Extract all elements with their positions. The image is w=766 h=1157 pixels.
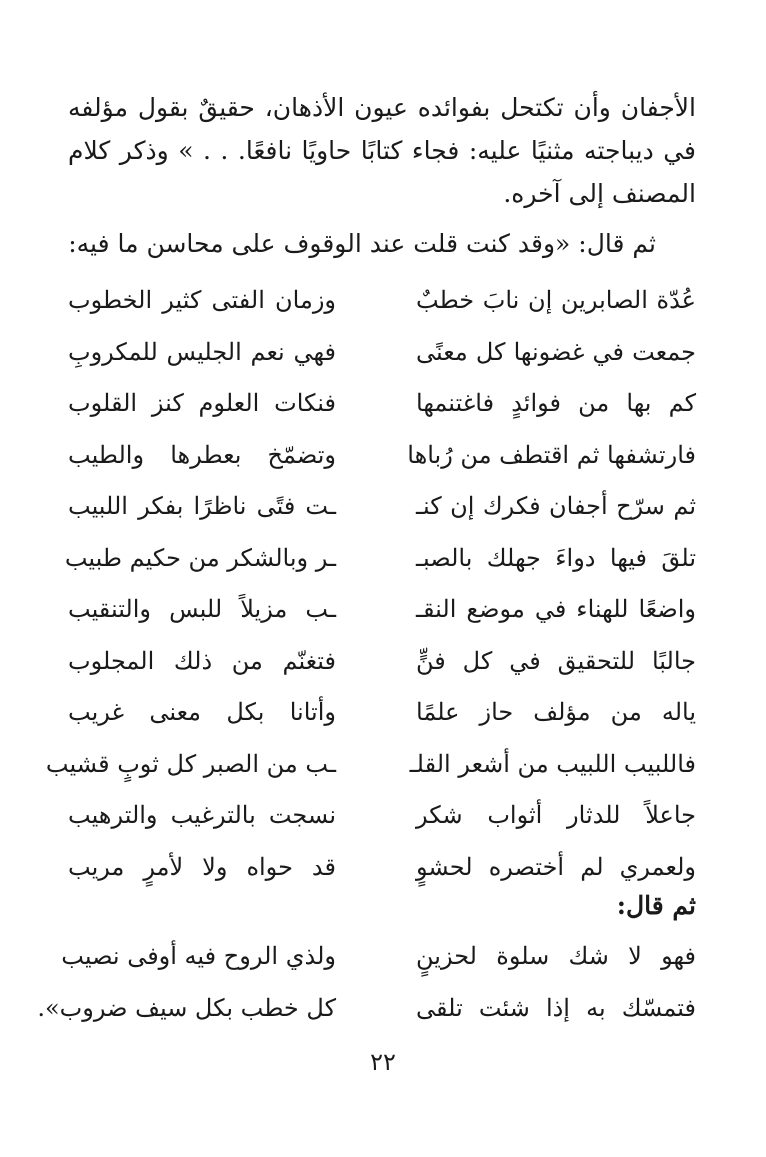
second-hemistich: وزمان الفتى كثير الخطوب	[68, 286, 336, 314]
second-hemistich: فنكات العلوم كنز القلوب	[68, 389, 336, 417]
verse-line	[70, 484, 696, 536]
verse-line	[70, 278, 696, 330]
second-hemistich: وتضمّخ بعطرها والطيب	[68, 440, 336, 469]
verse-line	[45, 742, 696, 794]
first-hemistich: واضعًا للهناء في موضع النقـ	[416, 595, 696, 623]
verse-line	[37, 986, 696, 1038]
verse-line	[70, 330, 696, 382]
verse-line	[64, 536, 696, 588]
poem-continuation	[37, 934, 696, 1037]
first-hemistich: عُدّة الصابرين إن نابَ خطبٌ	[416, 286, 696, 314]
second-hemistich: ـب من الصبر كل ثوبٍ قشيب	[45, 749, 336, 778]
verse-line	[70, 433, 696, 485]
verse-intro: ثم قال: «وقد كنت قلت عند الوقوف على محاسن ما فيه:	[68, 229, 656, 258]
prose-paragraph: الأجفان وأن تكتحل بفوائده عيون الأذهان، حقيقٌ بقول مؤلفه في ديباجته مثنيًا عليه: فجاء كتابًا حاويًا نافعًا. . . » وذكر كلام المصنف إلى آخره.	[68, 93, 696, 208]
verse-line	[70, 587, 696, 639]
verse-line	[70, 690, 696, 742]
second-hemistich: فتغنّم من ذلك المجلوب	[68, 646, 336, 675]
first-hemistich: ياله من مؤلف حاز علمًا	[416, 698, 696, 726]
first-hemistich: جمعت في غضونها كل معنًى	[416, 337, 696, 366]
first-hemistich: ثم سرّح أجفان فكرك إن كنـ	[416, 492, 696, 520]
first-hemistich: ولعمري لم أختصره لحشوٍ	[416, 852, 696, 881]
first-hemistich: فهو لا شك سلوة لحزينٍ	[416, 942, 696, 970]
second-hemistich: نسجت بالترغيب والترهيب	[68, 801, 336, 829]
prose-block	[68, 86, 696, 215]
second-hemistich: ـر وبالشكر من حكيم طبيب	[64, 543, 336, 572]
first-hemistich: فتمسّك به إذا شئت تلقى	[416, 993, 696, 1022]
first-hemistich: جالبًا للتحقيق في كل فنٍّ	[416, 646, 696, 675]
second-hemistich: قد حواه ولا لأمرٍ مريب	[68, 852, 336, 881]
then-he-said-heading: ثم قال:	[616, 891, 696, 920]
verse-line	[61, 934, 696, 986]
verse-line	[70, 793, 696, 845]
second-hemistich: فهي نعم الجليس للمكروبِ	[68, 337, 336, 366]
first-hemistich: فاللبيب اللبيب من أشعر القلـ	[409, 749, 696, 778]
poem	[45, 278, 696, 896]
first-hemistich: تلقَ فيها دواءَ جهلك بالصبـ	[416, 543, 696, 572]
page-number: ٢٢	[370, 1048, 396, 1076]
first-hemistich: فارتشفها ثم اقتطف من رُباها	[407, 440, 696, 469]
verse-line	[70, 845, 696, 897]
first-hemistich: جاعلاً للدثار أثواب شكر	[416, 801, 696, 829]
second-hemistich: كل خطب بكل سيف ضروب».	[37, 993, 336, 1022]
second-hemistich: ـب مزيلاً للبس والتنقيب	[68, 595, 336, 623]
second-hemistich: ولذي الروح فيه أوفى نصيب	[61, 942, 336, 970]
verse-line	[70, 639, 696, 691]
second-hemistich: وأتانا بكل معنى غريب	[68, 698, 336, 726]
verse-line	[70, 381, 696, 433]
first-hemistich: كم بها من فوائدٍ فاغتنمها	[416, 389, 696, 417]
second-hemistich: ـت فتًى ناظرًا بفكر اللبيب	[68, 492, 336, 520]
